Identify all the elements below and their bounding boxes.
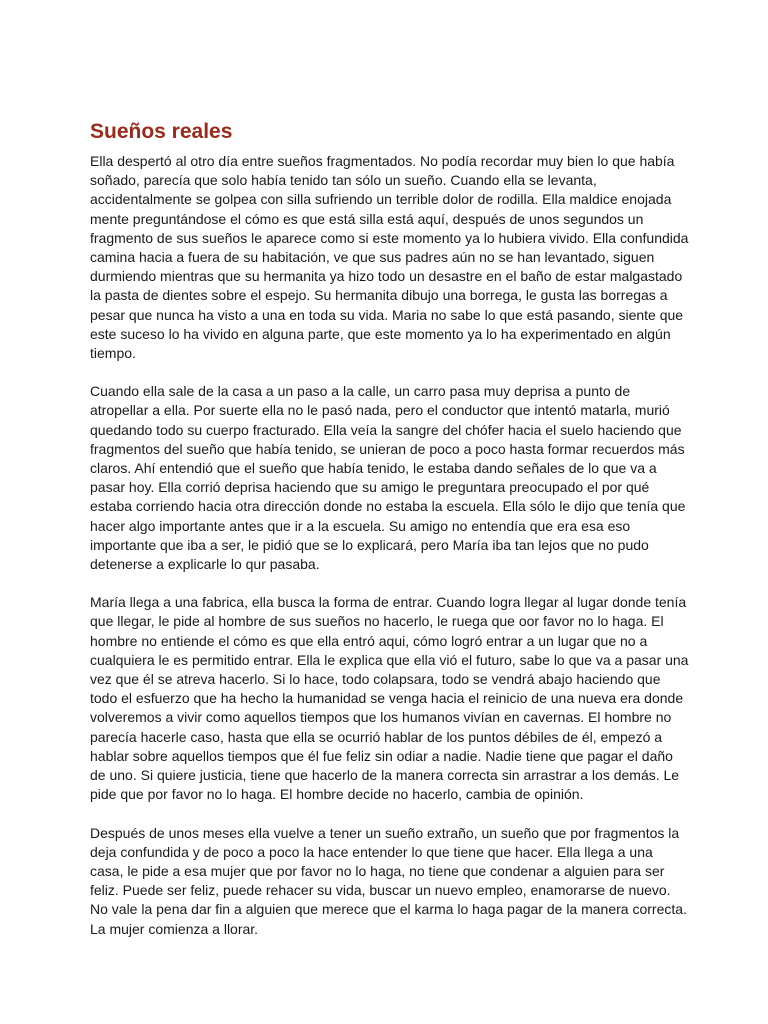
paragraph-1: Ella despertó al otro día entre sueños fragmentados. No podía recordar muy bien lo que había soñado, parecía que solo había tenido tan sólo un sueño. Cuando ella se levanta, accidentalmente se golpea con silla sufriendo un terrible dolor de rodilla. Ella maldice enojada mente preguntándose el cómo es que está silla está aquí, después de unos segundos un fragmento de sus sueños le aparece como si este momento ya lo hubiera vivido. Ella confundida camina hacia a fuera de su habitación, ve que sus padres aún no se han levantado, siguen durmiendo mientras que su hermanita ya hizo todo un desastre en el baño de estar malgastado la pasta de dientes sobre el espejo. Su hermanita dibujo una borrega, le gusta las borregas a pesar que nunca ha visto a una en toda su vida. Maria no sabe lo que está pasando, siente que este suceso lo ha vivido en alguna parte, que este momento ya lo ha experimentado en algún tiempo. — [90, 153, 689, 362]
document-title: Sueños reales — [90, 120, 233, 143]
paragraph-4: Después de unos meses ella vuelve a tener un sueño extraño, un sueño que por fragmentos la deja confundida y de poco a poco la hace entender lo que tiene que hacer. Ella llega a una casa, le pide a esa mujer que por favor no lo haga, no tiene que condenar a alguien para ser feliz. Puede ser feliz, puede rehacer su vida, buscar un nuevo empleo, enamorarse de nuevo. No vale la pena dar fin a alguien que merece que el karma lo haga pagar de la manera correcta. La mujer comienza a llorar. — [90, 824, 687, 937]
paragraph-2: Cuando ella sale de la casa a un paso a la calle, un carro pasa muy deprisa a punto de atropellar a ella. Por suerte ella no le pasó nada, pero el conductor que intentó matarla, murió quedando todo su cuerpo fracturado. Ella veía la sangre del chófer hacia el suelo haciendo que fragmentos del sueño que había tenido, se unieran de poco a poco hasta formar recuerdos más claros. Ahí entendió que el sueño que había tenido, le estaba dando señales de lo que va a pasar hoy. Ella corrió deprisa haciendo que su amigo le preguntara preocupado el por qué estaba corriendo hacia otra dirección donde no estaba la escuela. Ella sólo le dijo que tenía que hacer algo importante antes que ir a la escuela. Su amigo no entendía que era esa eso importante que iba a ser, le pidió que se lo explicará, pero María iba tan lejos que no pudo detenerse a explicarle lo qur pasaba. — [90, 383, 686, 573]
document-page — [90, 118, 690, 958]
paragraph-3: María llega a una fabrica, ella busca la forma de entrar. Cuando logra llegar al lugar donde tenía que llegar, le pide al hombre de sus sueños no hacerlo, le ruega que oor favor no lo haga. El hombre no entiende el cómo es que ella entró aqui, cómo logró entrar a un lugar que no a cualquiera le es permitido entrar. Ella le explica que ella vió el futuro, sabe lo que va a pasar una vez que él se atreva hacerlo. Si lo hace, todo colapsara, todo se vendrá abajo haciendo que todo el esfuerzo que ha hecho la humanidad se venga hacia el reinicio de una nueva era donde volveremos a vivir como aquellos tiempos que los humanos vivían en cavernas. El hombre no parecía hacerle caso, hasta que ella se ocurrió hablar de los puntos débiles de él, empezó a hablar sobre aquellos tiempos que él fue feliz sin odiar a nadie. Nadie tiene que pagar el daño de uno. Si quiere justicia, tiene que hacerlo de la manera correcta sin arrastrar a los demás. Le pide que por favor no lo haga. El hombre decide no hacerlo, cambia de opinión. — [90, 594, 689, 803]
